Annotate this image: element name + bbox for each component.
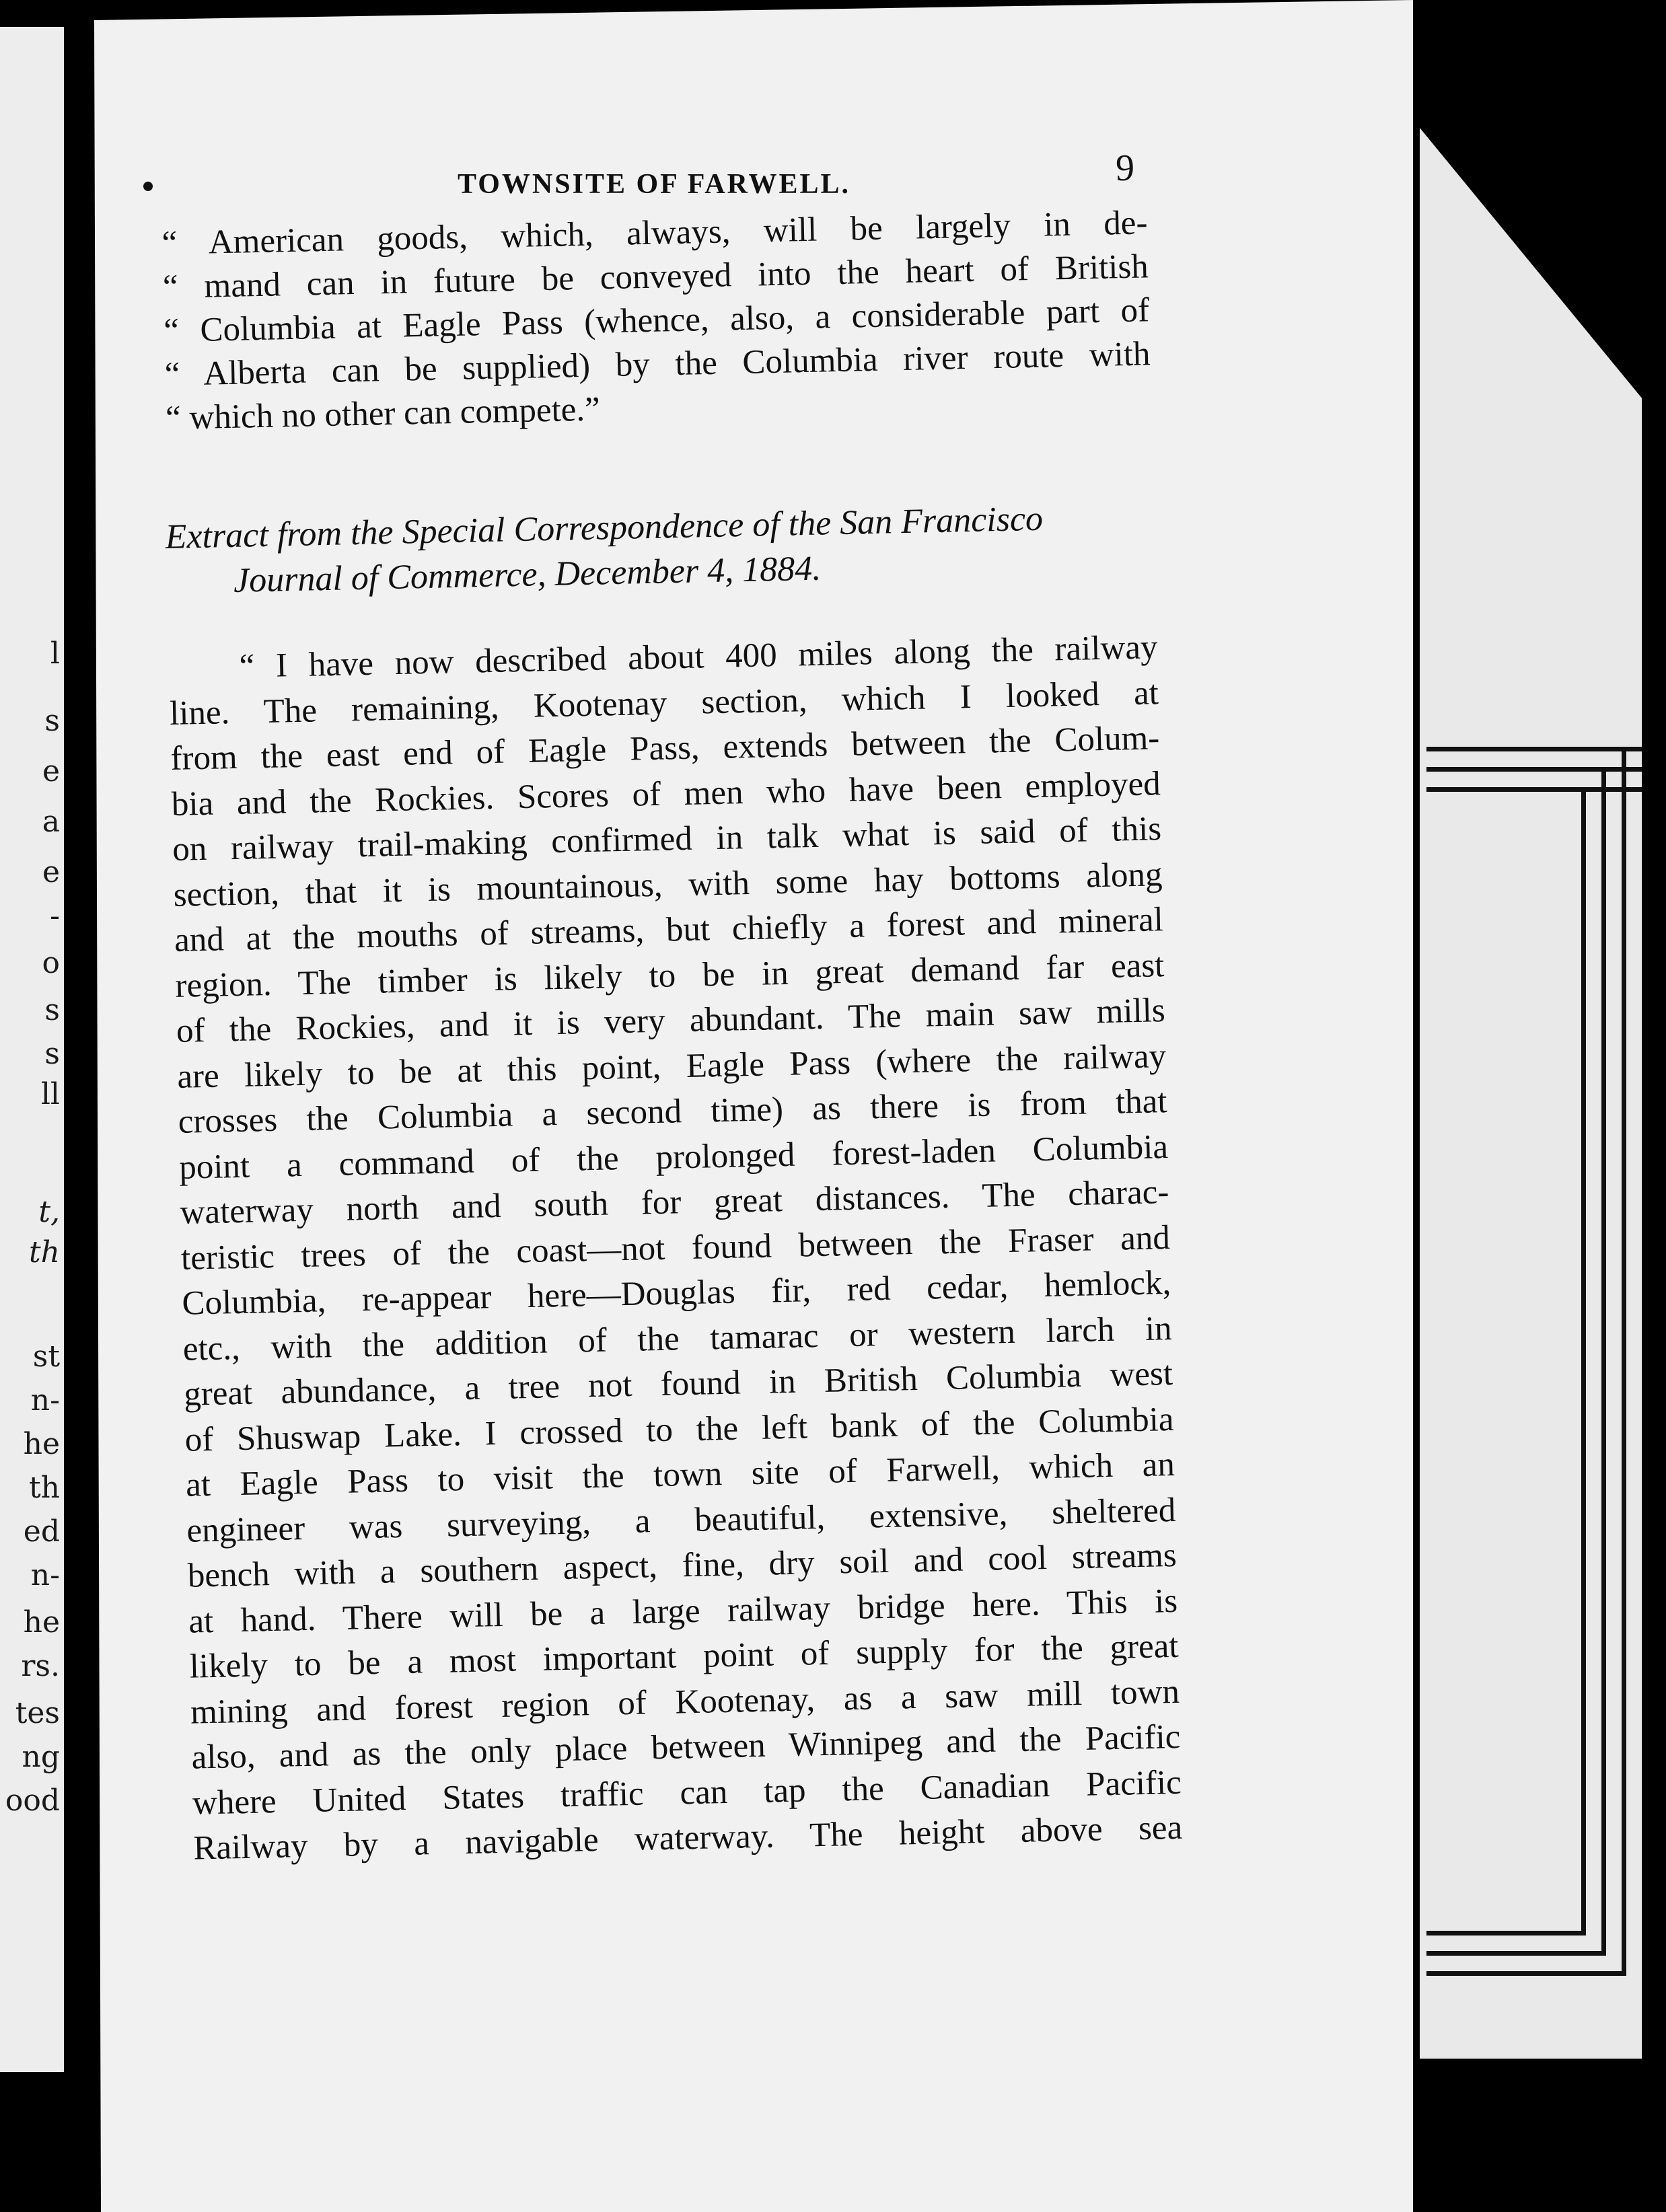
left-page-fragment: o [42, 946, 60, 980]
body-line: Railway by a navigable waterway. The height above sea [192, 1808, 1183, 1868]
body-line: Columbia, re-appear here—Douglas fir, red cedar, hemlock, [181, 1264, 1171, 1323]
left-page-fragment: e [42, 855, 60, 889]
extract-heading-line: Journal of Commerce, December 4, 1884. [233, 549, 822, 600]
border-rule [1622, 747, 1626, 1971]
border-rule [1601, 767, 1606, 1951]
body-line: point a command of the prolonged forest-laden Columbia [178, 1128, 1169, 1187]
body-line: etc., with the addition of the tamarac or western larch in [182, 1309, 1173, 1368]
border-rule [1426, 747, 1642, 751]
left-page-fragment: a [42, 805, 60, 839]
body-line: likely to be a most important point of supply for the great [189, 1627, 1180, 1686]
left-page-strip [0, 27, 64, 2072]
border-rule [1426, 1951, 1606, 1956]
body-line: at hand. There will be a large railway bridge here. This is [188, 1582, 1178, 1641]
body-line: on railway trail-making confirmed in talk what is said of this [172, 810, 1162, 869]
body-line: line. The remaining, Kootenay section, which I looked at [169, 673, 1159, 733]
body-paragraph [168, 625, 1183, 1872]
left-page-fragment: ed [23, 1514, 60, 1549]
left-page-fragment: s [44, 704, 60, 738]
border-rule [1581, 787, 1586, 1931]
border-rule [1426, 1971, 1626, 1976]
left-page-fragment: he [23, 1427, 60, 1461]
body-line: of the Rockies, and it is very abundant. The main saw mills [176, 992, 1166, 1050]
left-page-fragment: rs. [21, 1649, 60, 1683]
body-line: section, that it is mountainous, with some hay bottoms along [173, 855, 1163, 914]
border-rule [1426, 1931, 1586, 1936]
body-line: from the east end of Eagle Pass, extends between the Colum- [170, 719, 1160, 778]
body-line: mining and forest region of Kootenay, as a saw mill town [190, 1672, 1180, 1732]
body-line: and at the mouths of streams, but chiefly a forest and mineral [174, 901, 1164, 959]
left-page-fragment: n- [30, 1558, 60, 1592]
quote-block [161, 201, 1151, 441]
quote-line: “ American goods, which, always, will be largely in de- [161, 204, 1148, 262]
left-page-fragment: th [28, 1235, 60, 1269]
body-line: teristic trees of the coast—not found between the Fraser and [180, 1218, 1171, 1278]
left-page-fragment: t, [38, 1195, 60, 1229]
left-page-fragment: ng [22, 1740, 60, 1774]
left-page-fragment: ood [5, 1783, 60, 1818]
border-rule [1426, 787, 1642, 792]
left-page-fragment: tes [15, 1696, 60, 1730]
body-line: crosses the Columbia a second time) as there is from that [178, 1082, 1168, 1141]
left-page-fragment: st [32, 1339, 60, 1374]
left-page-fragment: th [28, 1471, 60, 1505]
left-page-fragment: l [50, 636, 60, 671]
border-rule [1426, 767, 1642, 772]
body-line: “ I have now described about 400 miles along the railway [239, 628, 1158, 686]
margin-dot [143, 182, 153, 191]
left-page-fragment: s [44, 993, 60, 1027]
left-page-fragment: he [23, 1605, 60, 1639]
running-title: TOWNSITE OF FARWELL. [458, 169, 851, 200]
page-number: 9 [1116, 147, 1134, 189]
right-page-stack [1420, 128, 1642, 2059]
left-page-fragment: ll [40, 1077, 60, 1111]
body-line: also, and as the only place between Winnipeg and the Pacific [191, 1718, 1181, 1777]
left-page-fragment: - [50, 899, 60, 933]
extract-heading-line: Extract from the Special Correspondence of the San Francisco [165, 499, 1044, 556]
body-line: waterway north and south for great distances. The charac- [180, 1173, 1169, 1232]
body-line: are likely to be at this point, Eagle Pass (where the railway [176, 1037, 1167, 1096]
quote-line: “ Alberta can be supplied) by the Columbia river route with [164, 335, 1151, 394]
quote-line: “ mand can in future be conveyed into the heart of British [162, 248, 1149, 306]
body-line: bench with a southern aspect, fine, dry soil and cool streams [187, 1536, 1178, 1595]
body-line: great abundance, a tree not found in British Columbia west [183, 1354, 1173, 1413]
left-page-fragment: s [44, 1037, 60, 1071]
quote-line: “ which no other can compete.” [165, 390, 601, 437]
body-line: bia and the Rockies. Scores of men who have been employed [171, 764, 1161, 823]
body-line: at Eagle Pass to visit the town site of Farwell, which an [185, 1445, 1175, 1504]
body-line: region. The timber is likely to be in great demand far east [175, 946, 1165, 1005]
left-page-fragment: n- [30, 1383, 60, 1417]
body-line: of Shuswap Lake. I crossed to the left bank of the Columbia [184, 1400, 1174, 1459]
quote-line: “ Columbia at Eagle Pass (whence, also, a considerable part of [163, 291, 1150, 350]
body-line: where United States traffic can tap the Canadian Pacific [192, 1763, 1182, 1822]
body-line: engineer was surveying, a beautiful, extensive, sheltered [186, 1491, 1176, 1550]
left-page-fragment: e [42, 754, 60, 788]
